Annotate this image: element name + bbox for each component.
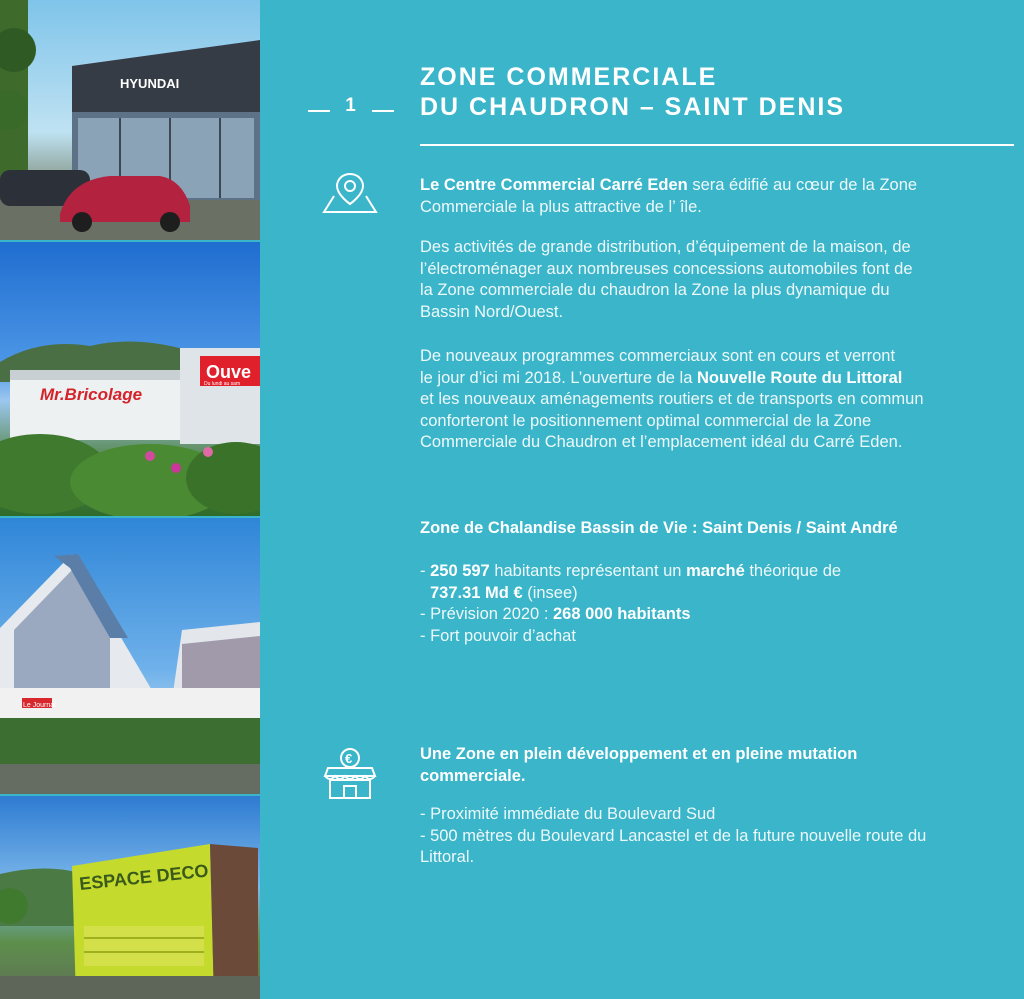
hyundai-sign: HYUNDAI xyxy=(120,76,180,91)
market-value: 737.31 Md € xyxy=(430,583,523,602)
intro-p3-line1: De nouveaux programmes commerciaux sont en cours et verront xyxy=(420,347,896,365)
section-number-value: 1 xyxy=(345,95,357,116)
population-value: 250 597 xyxy=(430,562,490,580)
littoral-item: Littoral. xyxy=(420,848,475,866)
intro-paragraph-1 xyxy=(420,175,1020,218)
espace-deco-sign: ESPACE DECO xyxy=(78,860,210,894)
development-heading-line2: commerciale. xyxy=(420,766,526,785)
photo-espace-deco xyxy=(0,796,260,999)
section-title-line1: ZONE COMMERCIALE xyxy=(420,63,718,91)
le-journal-sign: Le Journal xyxy=(23,702,56,709)
pouvoir-achat: - Fort pouvoir d’achat xyxy=(420,626,576,645)
prevision-label: - Prévision 2020 : xyxy=(420,605,553,623)
chalandise-stats xyxy=(420,561,1020,647)
development-list xyxy=(420,804,1020,869)
population-text: habitants représentant un xyxy=(489,562,687,580)
ouvert-sign-subtitle: Du lundi au sam xyxy=(204,381,241,387)
photo-hyundai-dealership xyxy=(0,0,260,240)
intro-paragraph-3 xyxy=(420,346,1020,454)
photo-mr-bricolage xyxy=(0,242,260,516)
boulevard-lancastel-item: - 500 mètres du Boulevard Lancastel et de la future nouvelle route du xyxy=(420,826,927,845)
prevision-value: 268 000 habitants xyxy=(552,605,691,623)
intro-p2-line2: l’électroménager aux nombreuses concessions automobiles font de xyxy=(420,259,913,278)
number-dash-right xyxy=(372,110,394,112)
chalandise-heading: Zone de Chalandise Bassin de Vie : Saint Denis / Saint André xyxy=(420,519,898,537)
intro-p1-text-b: Commerciale la plus attractive de l’ île. xyxy=(420,197,702,216)
boulevard-sud-item: - Proximité immédiate du Boulevard Sud xyxy=(420,805,716,823)
development-heading xyxy=(420,744,1020,787)
theorique-text: théorique de xyxy=(744,562,842,580)
intro-p3-line3: et les nouveaux aménagements routiers et de transports en commun xyxy=(420,390,924,408)
development-heading-line1: Une Zone en plein développement et en pleine mutation xyxy=(420,745,858,763)
ouvert-sign: Ouve xyxy=(206,362,252,382)
title-divider xyxy=(420,144,1014,146)
intro-p2-line4: Bassin Nord/Ouest. xyxy=(420,302,564,321)
section-number xyxy=(308,95,394,117)
svg-text:€: € xyxy=(345,751,353,766)
marche-label: marché xyxy=(686,562,745,580)
intro-p3-line5: Commerciale du Chaudron et l’emplacement idéal du Carré Eden. xyxy=(420,433,903,451)
intro-p3-line4: conforteront le positionnement optimal commercial de la Zone xyxy=(420,411,872,430)
nouvelle-route-name: Nouvelle Route du Littoral xyxy=(697,368,903,387)
euro-shop-icon xyxy=(322,744,378,800)
intro-p3-line2: le jour d’ici mi 2018. L’ouverture de la xyxy=(420,368,697,387)
section-title-line2: DU CHAUDRON – SAINT DENIS xyxy=(420,93,846,121)
intro-p1-text-a: sera édifié au cœur de la Zone xyxy=(687,176,918,194)
map-pin-icon xyxy=(320,170,380,216)
section-title xyxy=(420,62,845,122)
photo-le-journal-building xyxy=(0,518,260,794)
insee-text: (insee) xyxy=(522,583,578,602)
intro-p2-line1: Des activités de grande distribution, d’équipement de la maison, de xyxy=(420,238,911,256)
intro-p2-line3: la Zone commerciale du chaudron la Zone la plus dynamique du xyxy=(420,281,890,299)
mr-bricolage-sign: Mr.Bricolage xyxy=(40,385,143,404)
intro-paragraph-2 xyxy=(420,237,1020,323)
carre-eden-name: Le Centre Commercial Carré Eden xyxy=(420,176,688,194)
photo-column xyxy=(0,0,260,999)
number-dash-left xyxy=(308,110,330,112)
stat-prefix: - xyxy=(420,562,431,580)
